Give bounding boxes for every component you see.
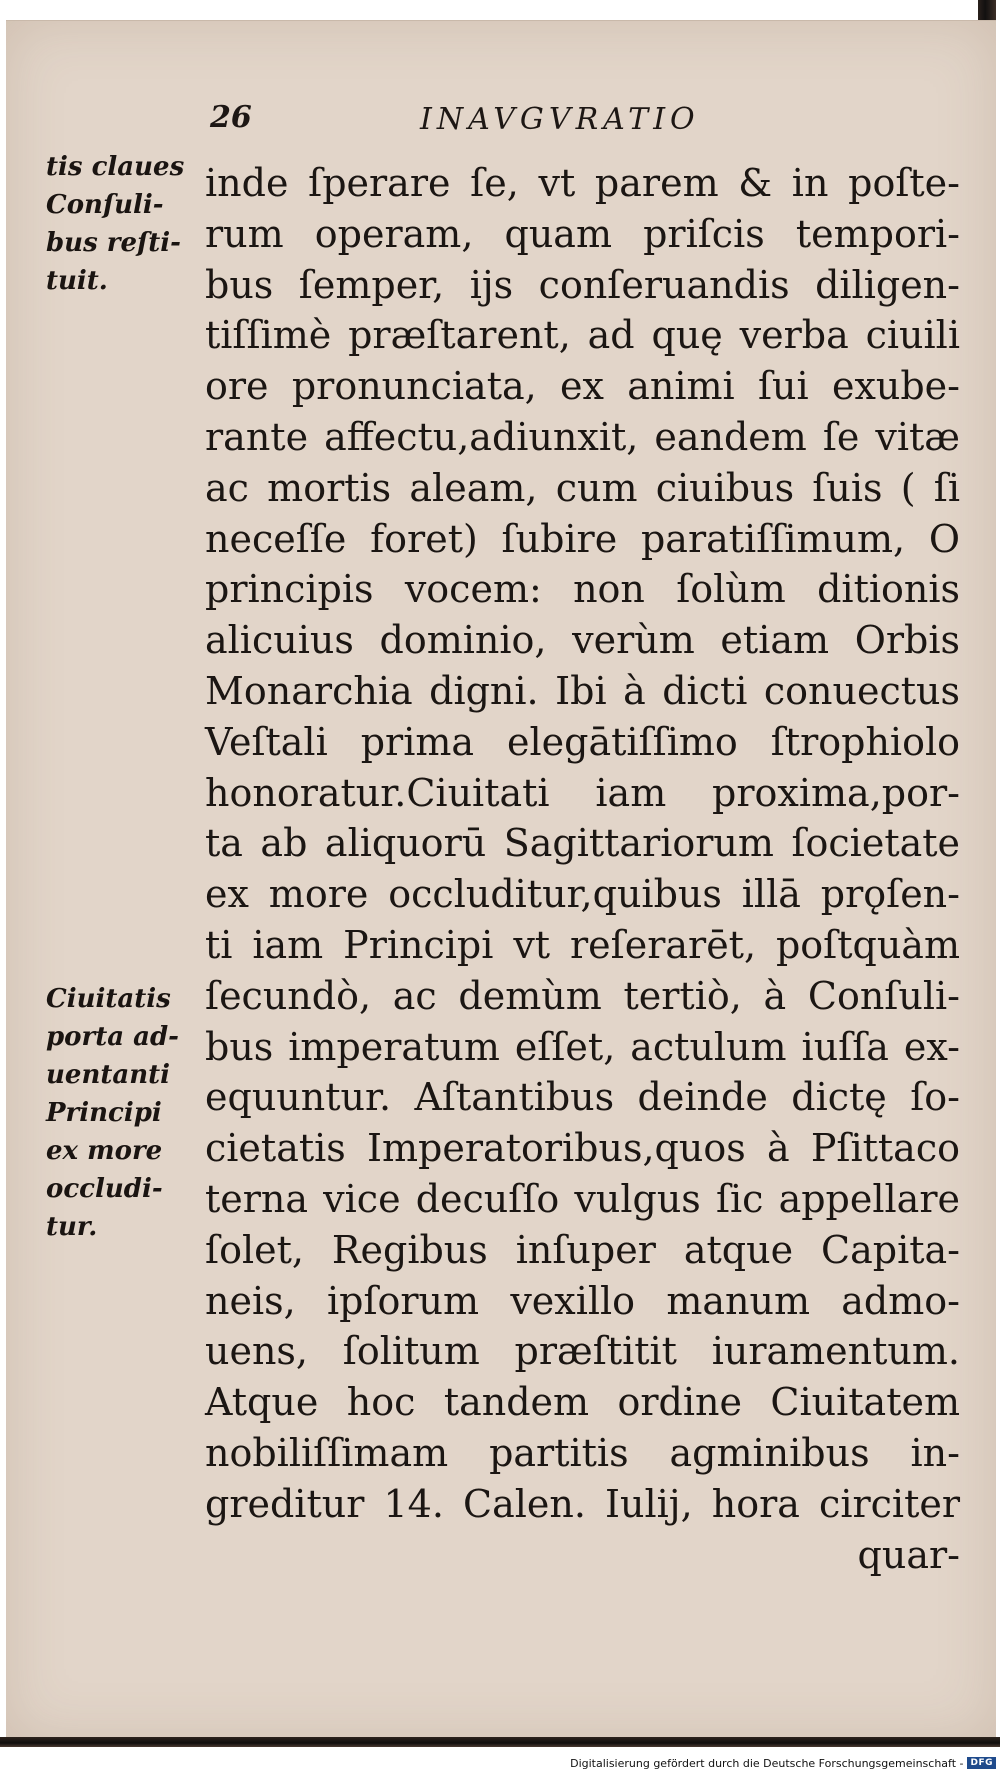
- text-line: Monarchia digni. Ibi à dicti conuectus: [205, 668, 960, 713]
- margin-note-line: Conſuli-: [46, 190, 164, 220]
- margin-note-line: ex more: [46, 1136, 163, 1166]
- text-line: ex more occluditur,quibus illā prǫſen-: [205, 872, 960, 917]
- text-line: greditur 14. Calen. Iulij, hora circiter: [205, 1481, 960, 1526]
- margin-note-line: tuit.: [46, 266, 108, 296]
- dfg-logo: DFG: [967, 1757, 996, 1769]
- margin-note-line: Ciuitatis: [46, 984, 171, 1014]
- text-line: terna vice decuſſo vulgus ſic appellare: [205, 1176, 960, 1221]
- text-line: tiſſimè præſtarent, ad quę verba ciuili: [205, 313, 960, 358]
- margin-note-line: bus reſti-: [46, 228, 181, 258]
- catchword: quar-: [857, 1532, 960, 1577]
- text-line: cietatis Imperatoribus,quos à Pſittaco: [205, 1126, 960, 1171]
- text-line: Veſtali prima elegātiſſimo ſtrophiolo: [205, 719, 960, 764]
- margin-note-line: occludi-: [46, 1174, 163, 1204]
- margin-note: [46, 148, 214, 300]
- text-line: principis vocem: non ſolùm ditionis: [205, 567, 960, 612]
- text-line: bus imperatum eſſet, actulum iuſſa ex-: [205, 1024, 960, 1069]
- text-line: ſolet, Regibus inſuper atque Capita-: [205, 1227, 960, 1272]
- margin-note: [46, 980, 214, 1246]
- text-line: ore pronunciata, ex animi ſui exube-: [205, 364, 960, 409]
- text-line: rum operam, quam priſcis tempori-: [205, 211, 960, 256]
- page-number: 26: [210, 100, 252, 135]
- text-line: ſecundò, ac demùm tertiò, à Conſuli-: [205, 973, 960, 1018]
- margin-note-line: uentanti: [46, 1060, 170, 1090]
- text-line: neis, ipſorum vexillo manum admo-: [205, 1278, 960, 1323]
- text-line: uens, ſolitum præſtitit iuramentum.: [205, 1329, 960, 1374]
- text-line: ti iam Principi vt reſerarēt, poſtquàm: [205, 922, 960, 967]
- text-line: Atque hoc tandem ordine Ciuitatem: [205, 1380, 960, 1425]
- text-line: equuntur. Aſtantibus deinde dictę ſo-: [205, 1075, 960, 1120]
- book-edge-bottom: [0, 1737, 1000, 1747]
- digitization-credit: [570, 1752, 996, 1774]
- margin-note-line: Principi: [46, 1098, 162, 1128]
- text-line: ac mortis aleam, cum ciuibus ſuis ( ſi: [205, 465, 960, 510]
- text-line: alicuius dominio, verùm etiam Orbis: [205, 618, 960, 663]
- margin-note-line: porta ad-: [46, 1022, 179, 1052]
- credit-text: Digitalisierung gefördert durch die Deutsche Forschungsgemeinschaft -: [570, 1756, 964, 1770]
- text-line: bus ſemper, ijs conſeruandis diligen-: [205, 262, 960, 307]
- margin-note-line: tis claues: [46, 152, 185, 182]
- body-text: [205, 158, 960, 1580]
- running-head: [210, 98, 730, 148]
- page-header-title: INAVGVRATIO: [420, 102, 700, 137]
- text-line: honoratur.Ciuitati iam proxima,por-: [205, 770, 960, 815]
- text-line: nobiliſſimam partitis agminibus in-: [205, 1430, 960, 1475]
- text-line: rante affectu,adiunxit, eandem ſe vitæ: [205, 414, 960, 459]
- text-line: inde ſperare ſe, vt parem & in poſte-: [205, 161, 960, 205]
- text-line: ta ab aliquorū Sagittariorum ſocietate: [205, 821, 960, 866]
- text-line: neceſſe foret) ſubire paratiſſimum, O: [205, 516, 960, 561]
- margin-note-line: tur.: [46, 1212, 98, 1242]
